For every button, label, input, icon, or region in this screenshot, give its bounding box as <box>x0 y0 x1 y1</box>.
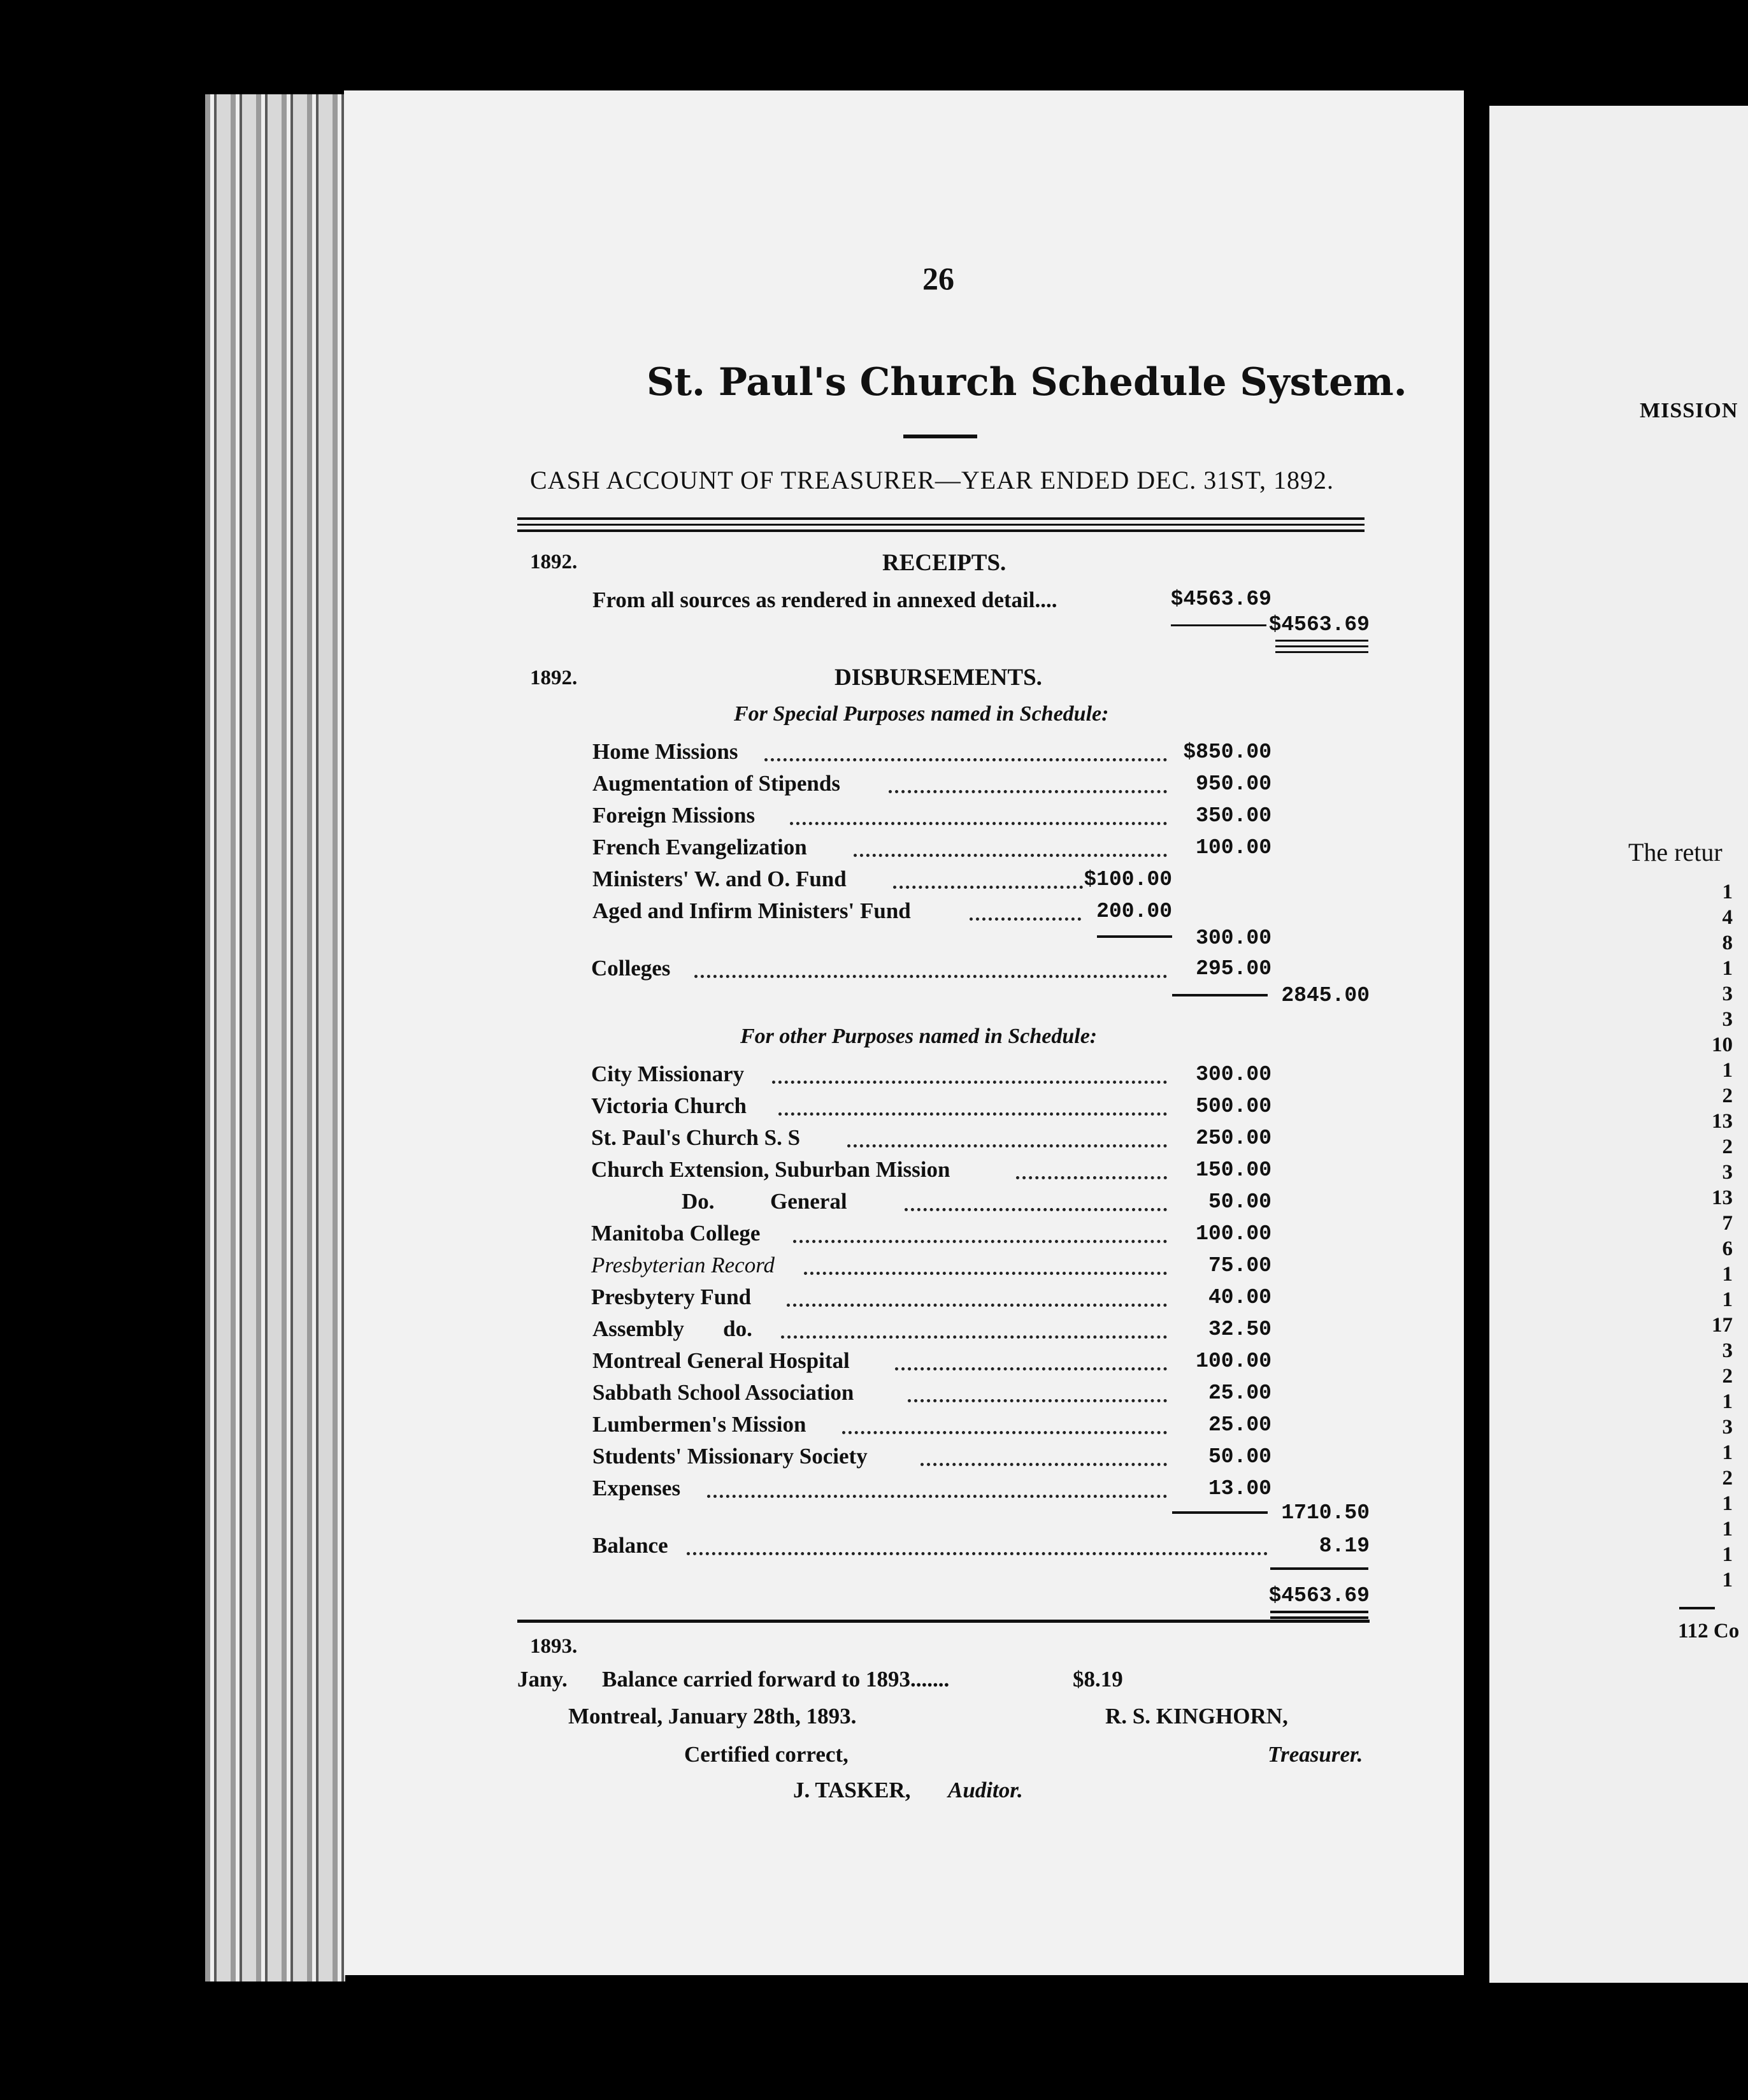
leader-dots <box>764 758 1167 761</box>
leader-dots <box>842 1431 1167 1434</box>
other-item-amount: 100.00 <box>1196 1349 1272 1373</box>
header-rule-mid <box>517 524 1365 526</box>
facing-page-heading: MISSION <box>1640 399 1738 422</box>
leader-dots <box>772 1081 1167 1084</box>
other-item-amount: 50.00 <box>1208 1445 1272 1469</box>
page-title: St. Paul's Church Schedule System. <box>647 360 1407 405</box>
facing-page-text: The retur <box>1628 838 1723 867</box>
facing-page-total: 112 Co <box>1678 1620 1740 1643</box>
carried-forward-amount: $8.19 <box>1073 1667 1123 1692</box>
facing-page-number: 8 <box>1722 931 1733 954</box>
facing-page-number: 4 <box>1722 906 1733 929</box>
facing-page-number: 2 <box>1722 1135 1733 1158</box>
facing-page-number: 3 <box>1722 982 1733 1005</box>
receipts-total-rule-1 <box>1275 640 1368 642</box>
other-item-amount: 40.00 <box>1208 1286 1272 1309</box>
ministers-subtotal: 300.00 <box>1196 926 1272 950</box>
facing-page-number: 3 <box>1722 1416 1733 1439</box>
facing-page-number: 13 <box>1712 1110 1733 1133</box>
facing-page-number: 1 <box>1722 1543 1733 1566</box>
facing-page-number: 1 <box>1722 957 1733 980</box>
facing-page-number: 17 <box>1712 1314 1733 1337</box>
facing-page-number: 7 <box>1722 1212 1733 1235</box>
special-item-amount: 350.00 <box>1196 804 1272 828</box>
leader-dots <box>847 1144 1167 1147</box>
other-item-label: Manitoba College <box>591 1221 761 1246</box>
footer-jany: Jany. <box>517 1667 568 1692</box>
other-item-label: St. Paul's Church S. S <box>591 1125 801 1150</box>
facing-page-number: 1 <box>1722 1288 1733 1311</box>
other-item-label: Church Extension, Suburban Mission <box>591 1157 950 1182</box>
leader-dots <box>804 1272 1167 1275</box>
facing-page-number: 1 <box>1722 1390 1733 1413</box>
special-total: 2845.00 <box>1281 984 1370 1007</box>
facing-page-number: 1 <box>1722 881 1733 903</box>
leader-dots <box>781 1335 1167 1339</box>
leader-dots <box>687 1552 1268 1555</box>
other-purposes-heading: For other Purposes named in Schedule: <box>740 1025 1098 1048</box>
colleges-label: Colleges <box>591 956 671 981</box>
other-item-amount: 13.00 <box>1208 1477 1272 1500</box>
other-item-label: Assembly do. <box>592 1316 752 1341</box>
special-item-label: Foreign Missions <box>592 803 756 828</box>
other-item-amount: 250.00 <box>1196 1126 1272 1150</box>
other-item-amount: 25.00 <box>1208 1381 1272 1405</box>
other-item-amount: 25.00 <box>1208 1413 1272 1437</box>
leader-dots <box>854 854 1167 857</box>
special-item-label: Augmentation of Stipends <box>592 771 840 796</box>
facing-page-number: 13 <box>1712 1186 1733 1209</box>
leader-dots <box>908 1399 1167 1402</box>
receipts-year: 1892. <box>530 550 578 573</box>
other-item-amount: 50.00 <box>1208 1190 1272 1214</box>
other-item-label: Sabbath School Association <box>592 1380 854 1405</box>
colleges-amount: 295.00 <box>1196 957 1272 981</box>
special-item-amount: $850.00 <box>1183 740 1272 764</box>
header-rule-top <box>517 517 1365 520</box>
other-item-label: Students' Missionary Society <box>592 1444 868 1469</box>
page-subtitle: CASH ACCOUNT OF TREASURER—YEAR ENDED DEC. 31ST, 1892. <box>530 466 1335 494</box>
receipts-total: $4563.69 <box>1268 613 1370 636</box>
leader-dots <box>790 822 1167 825</box>
other-item-label: Montreal General Hospital <box>592 1348 850 1373</box>
other-item-label: Presbytery Fund <box>591 1284 752 1309</box>
facing-page-total-rule <box>1679 1607 1715 1609</box>
special-item-amount: 100.00 <box>1196 836 1272 859</box>
other-item-amount: 300.00 <box>1196 1063 1272 1086</box>
receipts-rule <box>1171 624 1266 626</box>
facing-page-number: 1 <box>1722 1569 1733 1592</box>
title-rule <box>903 435 977 438</box>
leader-dots <box>905 1208 1167 1211</box>
facing-page-number: 1 <box>1722 1492 1733 1515</box>
leader-dots <box>793 1240 1167 1243</box>
facing-page-number: 3 <box>1722 1161 1733 1184</box>
section-divider <box>517 1620 1370 1623</box>
leader-dots <box>787 1304 1167 1307</box>
facing-page-number: 3 <box>1722 1339 1733 1362</box>
treasurer-title: Treasurer. <box>1268 1742 1363 1767</box>
auditor-name: J. TASKER, <box>793 1778 911 1802</box>
other-item-amount: 150.00 <box>1196 1158 1272 1182</box>
facing-page-number: 1 <box>1722 1263 1733 1286</box>
other-item-amount: 500.00 <box>1196 1095 1272 1118</box>
aged-infirm-label: Aged and Infirm Ministers' Fund <box>592 898 911 923</box>
balance-amount: 8.19 <box>1319 1534 1370 1558</box>
grand-total-rule-2 <box>1270 1616 1368 1619</box>
grand-total-rule-top <box>1270 1567 1368 1570</box>
other-total: 1710.50 <box>1281 1501 1370 1525</box>
facing-page-number: 6 <box>1722 1237 1733 1260</box>
receipts-line-amount: $4563.69 <box>1170 587 1272 611</box>
other-item-label: Expenses <box>592 1476 681 1500</box>
leader-dots <box>1016 1176 1167 1179</box>
receipts-total-rule-2 <box>1275 645 1368 647</box>
ministers-wo-amount: $100.00 <box>1084 868 1172 891</box>
page-number: 26 <box>922 261 954 296</box>
certified-text: Certified correct, <box>684 1742 849 1767</box>
grand-total: $4563.69 <box>1268 1584 1370 1607</box>
receipts-line-label: From all sources as rendered in annexed detail.... <box>592 587 1057 612</box>
treasurer-name: R. S. KINGHORN, <box>1105 1704 1288 1729</box>
book-page-edges <box>205 94 345 1981</box>
place-date: Montreal, January 28th, 1893. <box>568 1704 857 1729</box>
other-item-label: Presbyterian Record <box>591 1253 775 1277</box>
facing-page-number: 10 <box>1712 1033 1733 1056</box>
facing-page-number: 1 <box>1722 1518 1733 1541</box>
special-item-label: Home Missions <box>592 739 738 764</box>
other-item-label: Do. General <box>682 1189 847 1214</box>
facing-page-number: 3 <box>1722 1008 1733 1031</box>
receipts-heading: RECEIPTS. <box>882 550 1007 576</box>
disbursements-year: 1892. <box>530 666 578 689</box>
other-item-label: Lumbermen's Mission <box>592 1412 806 1437</box>
footer-year: 1893. <box>530 1635 578 1658</box>
grand-total-rule-1 <box>1270 1611 1368 1613</box>
aged-infirm-amount: 200.00 <box>1096 900 1172 923</box>
special-item-label: French Evangelization <box>592 835 807 859</box>
special-item-amount: 950.00 <box>1196 772 1272 796</box>
leader-dots <box>707 1495 1167 1498</box>
other-item-amount: 100.00 <box>1196 1222 1272 1246</box>
leader-dots <box>921 1463 1167 1466</box>
ministers-wo-label: Ministers' W. and O. Fund <box>592 867 847 891</box>
other-item-amount: 32.50 <box>1208 1318 1272 1341</box>
leader-dots <box>778 1112 1167 1116</box>
other-item-amount: 75.00 <box>1208 1254 1272 1277</box>
disbursements-heading: DISBURSEMENTS. <box>835 665 1042 691</box>
carried-forward-label: Balance carried forward to 1893....... <box>602 1667 950 1692</box>
auditor-title: Auditor. <box>948 1778 1023 1802</box>
other-item-label: City Missionary <box>591 1061 745 1086</box>
special-purposes-heading: For Special Purposes named in Schedule: <box>734 702 1109 726</box>
facing-page-number: 1 <box>1722 1059 1733 1082</box>
leader-dots <box>895 1367 1167 1370</box>
leader-dots <box>889 790 1167 793</box>
facing-page-number: 2 <box>1722 1365 1733 1388</box>
other-item-label: Victoria Church <box>591 1093 747 1118</box>
receipts-total-rule-3 <box>1275 651 1368 653</box>
header-rule-bottom <box>517 529 1365 532</box>
facing-page-number: 2 <box>1722 1084 1733 1107</box>
balance-label: Balance <box>592 1533 668 1558</box>
facing-page-number: 1 <box>1722 1441 1733 1464</box>
facing-page-number: 2 <box>1722 1467 1733 1490</box>
leader-dots <box>694 975 1167 978</box>
